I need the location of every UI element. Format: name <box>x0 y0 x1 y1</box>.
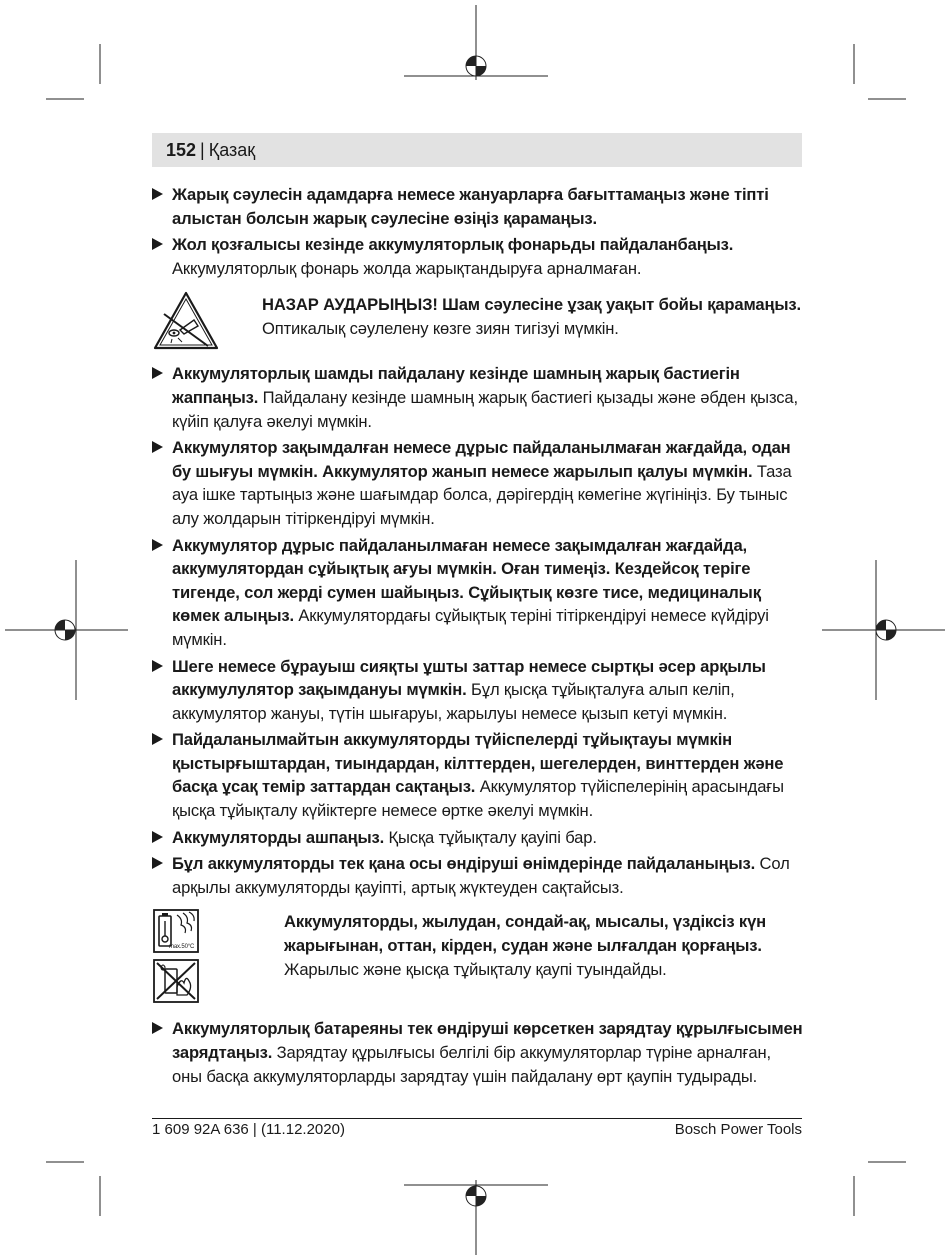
item-bold-text: Жол қозғалысы кезінде аккумуляторлық фонарьды пайдаланбаңыз. <box>172 235 734 255</box>
list-item <box>152 1017 804 1088</box>
heat-label: max.50°C <box>169 944 195 951</box>
header-separator: | <box>200 139 205 160</box>
item-text: Аккумулятор түйіспелерінің арасындағы қысқа тұйықталу күйіктерге немесе өртке әкелуі мүмкін. <box>172 777 784 821</box>
list-item <box>152 362 804 433</box>
bullet-arrow-icon <box>152 660 163 672</box>
list-item <box>152 183 804 230</box>
light-warning-text <box>262 293 802 340</box>
item-text: Аккумулятордағы сұйықтық теріні тітіркендіруі немесе күйдіруі мүмкін. <box>172 606 769 649</box>
item-text: Қысқа тұйықталу қауіпі бар. <box>384 827 597 847</box>
list-item <box>152 655 804 726</box>
item-bold-text: Аккумуляторлық батареяны тек өндіруші көрсеткен зарядтау құрылғысымен зарядтаңыз. <box>172 1019 803 1063</box>
list-item <box>152 534 804 652</box>
item-bold-text: Шеге немесе бұрауыш сияқты ұшты заттар немесе сыртқы әсер арқылы аккумулулятор зақымдануы мүмкін. <box>172 656 766 700</box>
bullet-arrow-icon <box>152 733 163 745</box>
footer-divider <box>152 1118 802 1119</box>
no-water-fire-icon <box>153 959 199 1003</box>
bullet-arrow-icon <box>152 188 163 200</box>
item-bold-text: Аккумуляторлық шамды пайдалану кезінде шамның жарық бастиегін жаппаңыз. <box>172 364 740 407</box>
list-item <box>152 436 804 530</box>
language-label: Қазақ <box>208 139 256 160</box>
page-number: 152 <box>166 139 197 160</box>
battery-warning-text <box>284 910 804 981</box>
battery-warning-normal: Жарылыс және қысқа тұйықталу қаупі туындайды. <box>284 959 667 979</box>
safety-instructions <box>152 183 804 1091</box>
bullet-arrow-icon <box>152 1022 163 1034</box>
item-text: Аккумуляторлық фонарь жолда жарықтандыруға арналмаған. <box>172 258 642 278</box>
bullet-arrow-icon <box>152 831 163 843</box>
battery-max-temperature-icon <box>153 909 199 953</box>
battery-warning-bold: Аккумуляторды, жылудан, сондай-ақ, мысалы, үздіксіз күн жарығынан, оттан, кірден, судан және ылғалдан қорғаңыз. <box>284 912 767 956</box>
bullet-arrow-icon <box>152 539 163 551</box>
list-item <box>152 826 804 850</box>
light-warning-block <box>152 290 804 356</box>
bullet-arrow-icon <box>152 441 163 453</box>
battery-warning-block <box>152 907 804 1003</box>
item-bold-text: Жарық сәулесін адамдарға немесе жануарларға бағыттамаңыз және тіпті алыстан болсын жарық сәулесіне өзіңіз қарамаңыз. <box>172 185 769 228</box>
no-staring-into-light-icon <box>152 290 220 352</box>
list-item <box>152 728 804 822</box>
list-item <box>152 233 804 280</box>
item-bold-text: Аккумулятор дұрыс пайдаланылмаған немесе зақымдалған жағдайда, аккумулятордан сұйықтық ағуы мүмкін. Оған тимеңіз. Кездейсоқ теріге тигенде, сол жерді сумен шайыңыз. Сұйықтық көзге тисе, медициналық көмек алыңыз. <box>172 535 761 626</box>
item-text: Зарядтау құрылғысы белгілі бір аккумуляторлар түріне арналған, оны басқа аккумуляторларды зарядтау үшін пайдалану өрт қаупін тудырады. <box>172 1043 771 1086</box>
item-text: Бұл қысқа тұйықталуға алып келіп, аккумулятор жануы, түтін шығаруы, жарылуы немесе қызып кетуі мүмкін. <box>172 680 735 723</box>
item-text: Таза ауа ішке тартыңыз және шағымдар болса, дәрігердің көмегіне жүгініңіз. Бу тыныс алу жолдарын тітіркендіруі мүмкін. <box>172 461 792 528</box>
item-bold-text: Бұл аккумуляторды тек қана осы өндіруші өнімдерінде пайдаланыңыз. <box>172 854 756 874</box>
item-bold-text: Аккумуляторды ашпаңыз. <box>172 827 385 847</box>
bullet-arrow-icon <box>152 238 163 250</box>
bullet-arrow-icon <box>152 367 163 379</box>
bullet-arrow-icon <box>152 857 163 869</box>
light-warning-bold: НАЗАР АУДАРЫҢЫЗ! Шам сәулесіне ұзақ уақыт бойы қарамаңыз. <box>262 295 801 315</box>
light-warning-normal: Оптикалық сәулелену көзге зиян тигізуі мүмкін. <box>262 318 619 338</box>
item-bold-text: Аккумулятор зақымдалған немесе дұрыс пайдаланылмаған жағдайда, одан бу шығуы мүмкін. Аккумулятор жанып немесе жарылып қалуы мүмкін. <box>172 438 791 481</box>
document-id: 1 609 92A 636 | (11.12.2020) <box>152 1121 345 1138</box>
item-text: Пайдалану кезінде шамның жарық бастиегі қызады және әбден қызса, күйіп қалуға әкелуі мүмкін. <box>172 387 798 431</box>
item-bold-text: Пайдаланылмайтын аккумуляторды түйіспелерді тұйықтауы мүмкін қыстырғыштардан, тиындардан, кілттерден, шегелерден, винттерден және басқа ұсақ темір заттардан сақтаңыз. <box>172 730 784 797</box>
page-footer <box>152 1121 802 1138</box>
brand-name: Bosch Power Tools <box>674 1121 802 1138</box>
page-header <box>152 133 802 167</box>
item-text: Сол арқылы аккумуляторды қауіпті, артық жүктеуден сақтайсыз. <box>172 854 790 897</box>
list-item <box>152 852 804 899</box>
